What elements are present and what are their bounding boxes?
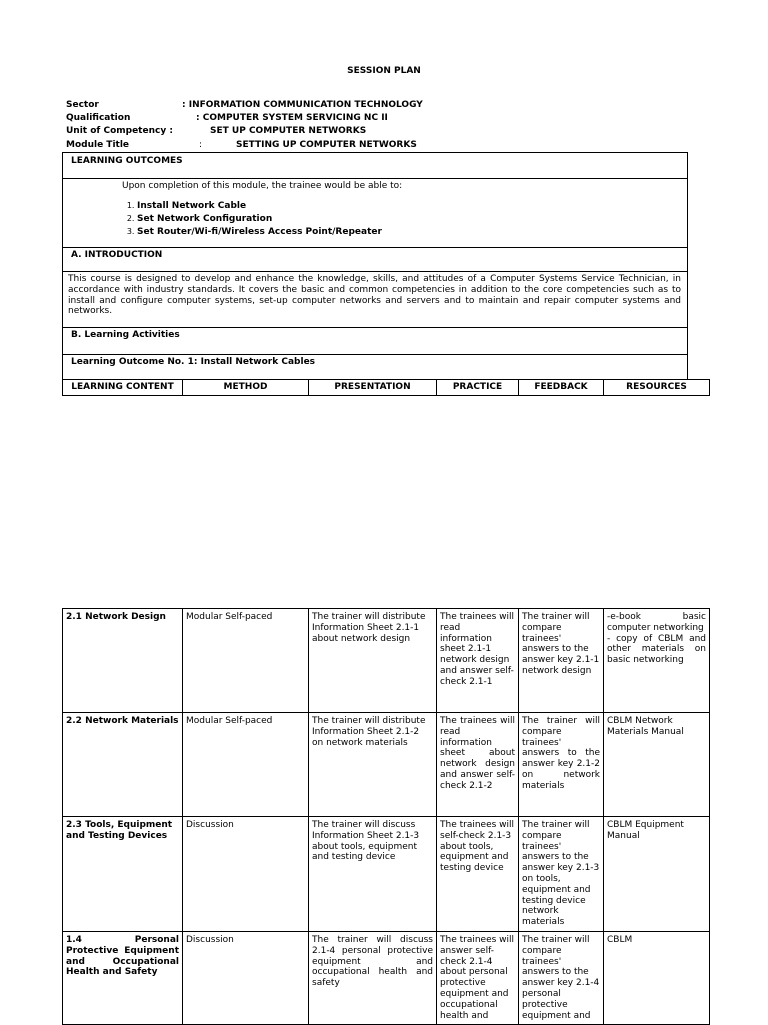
introduction-heading-box	[62, 247, 688, 272]
content-cell: 2.3 Tools, Equipment and Testing Devices	[63, 817, 183, 932]
content-cell: 1.4 Personal Protective Equipment and Occupational Health and Safety	[63, 931, 183, 1024]
practice-cell: The trainees will read information sheet about network design and answer self-check 2.1-2	[437, 713, 519, 817]
feedback-cell: The trainer will compare trainees' answers to the answer key 2.1-3 on tools, equipment and testing device network materials	[519, 817, 604, 932]
column-header: FEEDBACK	[519, 380, 604, 396]
feedback-cell: The trainer will compare trainees' answers to the answer key 2.1-1 network design	[519, 609, 604, 713]
qualification-value: : COMPUTER SYSTEM SERVICING NC II	[196, 113, 388, 123]
learning-outcomes-heading: LEARNING OUTCOMES	[71, 156, 183, 166]
module-value: SETTING UP COMPUTER NETWORKS	[236, 140, 417, 150]
resources-cell: CBLM Network Materials Manual	[604, 713, 710, 817]
column-header: METHOD	[183, 380, 309, 396]
learning-outcome-no1-box	[62, 354, 688, 380]
table-row	[63, 609, 710, 713]
learning-outcomes-heading-box	[62, 152, 688, 179]
table-row	[63, 931, 710, 1024]
resources-cell: CBLM Equipment Manual	[604, 817, 710, 932]
header-row	[63, 380, 710, 396]
method-cell: Modular Self-paced	[183, 713, 309, 817]
content-cell: 2.2 Network Materials	[63, 713, 183, 817]
column-header: LEARNING CONTENT	[63, 380, 183, 396]
module-label: Module Title	[66, 140, 130, 150]
practice-cell: The trainees will self-check 2.1-3 about tools, equipment and testing device	[437, 817, 519, 932]
feedback-cell: The trainer will compare trainees' answers to the answer key 2.1-4 personal protective equipment and	[519, 931, 604, 1024]
activities-header-table	[62, 379, 710, 396]
presentation-cell: The trainer will distribute Information Sheet 2.1-2 on network materials	[309, 713, 437, 817]
presentation-cell: The trainer will discuss 2.1-4 personal protective equipment and occupational health and safety	[309, 931, 437, 1024]
practice-cell: The trainees will answer self-check 2.1-4 about personal protective equipment and occupational health and	[437, 931, 519, 1024]
learning-outcomes-list	[115, 201, 382, 239]
document-title: SESSION PLAN	[347, 66, 421, 76]
learning-activities-heading: B. Learning Activities	[71, 330, 180, 340]
method-cell: Discussion	[183, 817, 309, 932]
column-header: RESOURCES	[604, 380, 710, 396]
learning-outcome-no1: Learning Outcome No. 1: Install Network Cables	[71, 357, 316, 367]
presentation-cell: The trainer will discuss Information Sheet 2.1-3 about tools, equipment and testing device	[309, 817, 437, 932]
activities-table	[62, 608, 710, 1025]
learning-activities-heading-box	[62, 327, 688, 355]
column-header: PRACTICE	[437, 380, 519, 396]
unit-value: SET UP COMPUTER NETWORKS	[210, 126, 367, 136]
learning-outcome-item: 2. Set Network Configuration	[137, 214, 382, 225]
unit-label: Unit of Competency :	[66, 126, 173, 136]
learning-outcomes-box	[62, 178, 688, 248]
learning-outcomes-intro: Upon completion of this module, the trainee would be able to:	[122, 181, 403, 191]
learning-outcome-item: 3. Set Router/Wi-fi/Wireless Access Point/Repeater	[137, 227, 382, 238]
introduction-box	[62, 271, 688, 328]
introduction-text: This course is designed to develop and enhance the knowledge, skills, and attitudes of a Computer Systems Service Technician, in accordance with industry standards. It covers the basic and common competencies in addition to the core competencies such as to install and configure computer systems, set-up computer networks and servers and to maintain and repair computer systems and networks.	[68, 274, 681, 317]
resources-cell: -e-book basic computer networking - copy of CBLM and other materials on basic networking	[604, 609, 710, 713]
method-cell: Discussion	[183, 931, 309, 1024]
introduction-heading: A. INTRODUCTION	[71, 250, 163, 260]
column-header: PRESENTATION	[309, 380, 437, 396]
sector-label: Sector	[66, 100, 99, 110]
presentation-cell: The trainer will distribute Information Sheet 2.1-1 about network design	[309, 609, 437, 713]
qualification-label: Qualification	[66, 113, 131, 123]
content-cell: 2.1 Network Design	[63, 609, 183, 713]
table-row	[63, 713, 710, 817]
module-colon: :	[199, 140, 203, 150]
learning-outcome-item: 1. Install Network Cable	[137, 201, 382, 212]
feedback-cell: The trainer will compare trainees' answers to the answer key 2.1-2 on network materials	[519, 713, 604, 817]
table-row	[63, 817, 710, 932]
resources-cell: CBLM	[604, 931, 710, 1024]
practice-cell: The trainees will read information sheet 2.1-1 network design and answer self-check 2.1-1	[437, 609, 519, 713]
sector-value: : INFORMATION COMMUNICATION TECHNOLOGY	[182, 100, 423, 110]
method-cell: Modular Self-paced	[183, 609, 309, 713]
